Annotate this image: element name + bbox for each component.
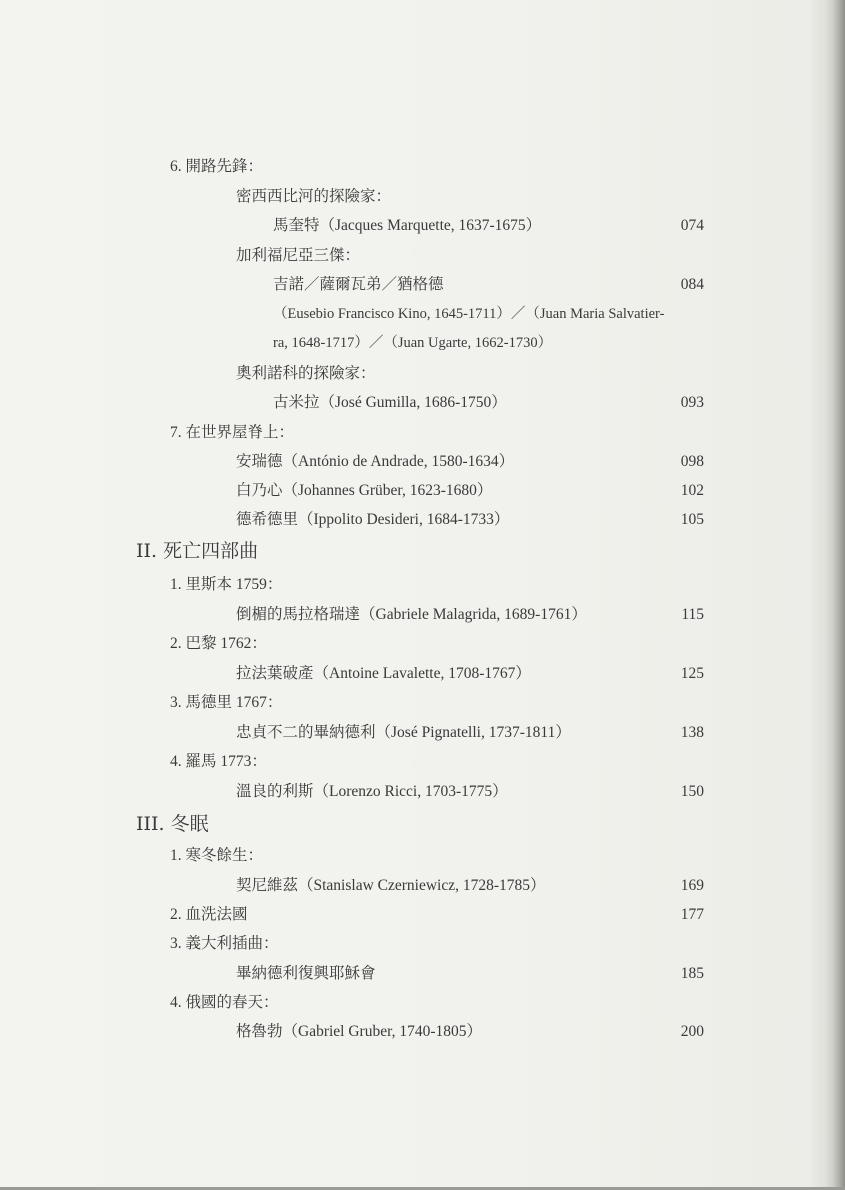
section-rome: 4. 羅馬 1773： — [170, 753, 267, 770]
section-russian-spring: 4. 俄國的春天： — [170, 994, 279, 1011]
section-heading-6: 6. 開路先鋒： — [170, 158, 264, 175]
section-italian-interlude: 3. 義大利插曲： — [170, 935, 279, 952]
page-number-200: 200 — [680, 1023, 704, 1040]
page-number-185: 185 — [680, 965, 704, 982]
page-number-150: 150 — [680, 783, 704, 800]
page-number-138: 138 — [680, 724, 704, 741]
subsection-mississippi: 密西西比河的探險家： — [236, 188, 392, 205]
section-heading-7: 7. 在世界屋脊上： — [170, 424, 295, 441]
page-number-093: 093 — [680, 394, 704, 411]
entry-lavalette[interactable]: 拉法葉破產（Antoine Lavalette, 1708-1767） — [236, 665, 531, 682]
subsection-california: 加利福尼亞三傑： — [236, 247, 361, 264]
section-winter-survival: 1. 寒冬餘生： — [170, 847, 264, 864]
page-number-169: 169 — [680, 877, 704, 894]
entry-malagrida[interactable]: 倒楣的馬拉格瑞達（Gabriele Malagrida, 1689-1761） — [236, 606, 587, 623]
page-number-105: 105 — [680, 511, 704, 528]
page-number-177: 177 — [680, 906, 704, 923]
section-france-bloodbath[interactable]: 2. 血洗法國 — [170, 906, 248, 923]
entry-ricci[interactable]: 溫良的利斯（Lorenzo Ricci, 1703-1775） — [236, 783, 508, 800]
part-heading-3: III. 冬眠 — [136, 813, 209, 835]
entry-kino-names-line2: ra, 1648-1717）／（Juan Ugarte, 1662-1730） — [273, 335, 553, 351]
entry-pignatelli[interactable]: 忠貞不二的畢納德利（José Pignatelli, 1737-1811） — [236, 724, 571, 741]
entry-desideri[interactable]: 德希德里（Ippolito Desideri, 1684-1733） — [236, 511, 510, 528]
entry-pignatelli-restoration[interactable]: 畢納德利復興耶穌會 — [236, 965, 376, 982]
entry-czerniewicz[interactable]: 契尼維茲（Stanislaw Czerniewicz, 1728-1785） — [236, 877, 546, 894]
gutter-shadow — [809, 0, 823, 1190]
entry-kino-salvatierra-ugarte[interactable]: 吉諾／薩爾瓦弟／猶格德 — [273, 276, 444, 293]
entry-gruber-gabriel[interactable]: 格魯勃（Gabriel Gruber, 1740-1805） — [236, 1023, 483, 1040]
page-number-084: 084 — [680, 276, 704, 293]
page-number-115: 115 — [681, 606, 704, 623]
entry-gruber-johannes[interactable]: 白乃心（Johannes Grüber, 1623-1680） — [236, 482, 493, 499]
section-paris: 2. 巴黎 1762： — [170, 635, 267, 652]
page-number-098: 098 — [680, 453, 704, 470]
page-number-125: 125 — [680, 665, 704, 682]
entry-andrade[interactable]: 安瑞德（António de Andrade, 1580-1634） — [236, 453, 515, 470]
entry-gumilla[interactable]: 古米拉（José Gumilla, 1686-1750） — [273, 394, 507, 411]
part-heading-2: II. 死亡四部曲 — [136, 540, 259, 562]
book-spine — [823, 0, 845, 1190]
entry-kino-names-line1: （Eusebio Francisco Kino, 1645-1711）／（Juan Maria Salvatier- — [273, 306, 665, 322]
page-number-074: 074 — [680, 217, 704, 234]
section-lisbon: 1. 里斯本 1759： — [170, 576, 283, 593]
entry-marquette[interactable]: 馬奎特（Jacques Marquette, 1637-1675） — [273, 217, 542, 234]
subsection-orinoco: 奧利諾科的探險家： — [236, 365, 376, 382]
section-madrid: 3. 馬德里 1767： — [170, 694, 283, 711]
page-number-102: 102 — [680, 482, 704, 499]
